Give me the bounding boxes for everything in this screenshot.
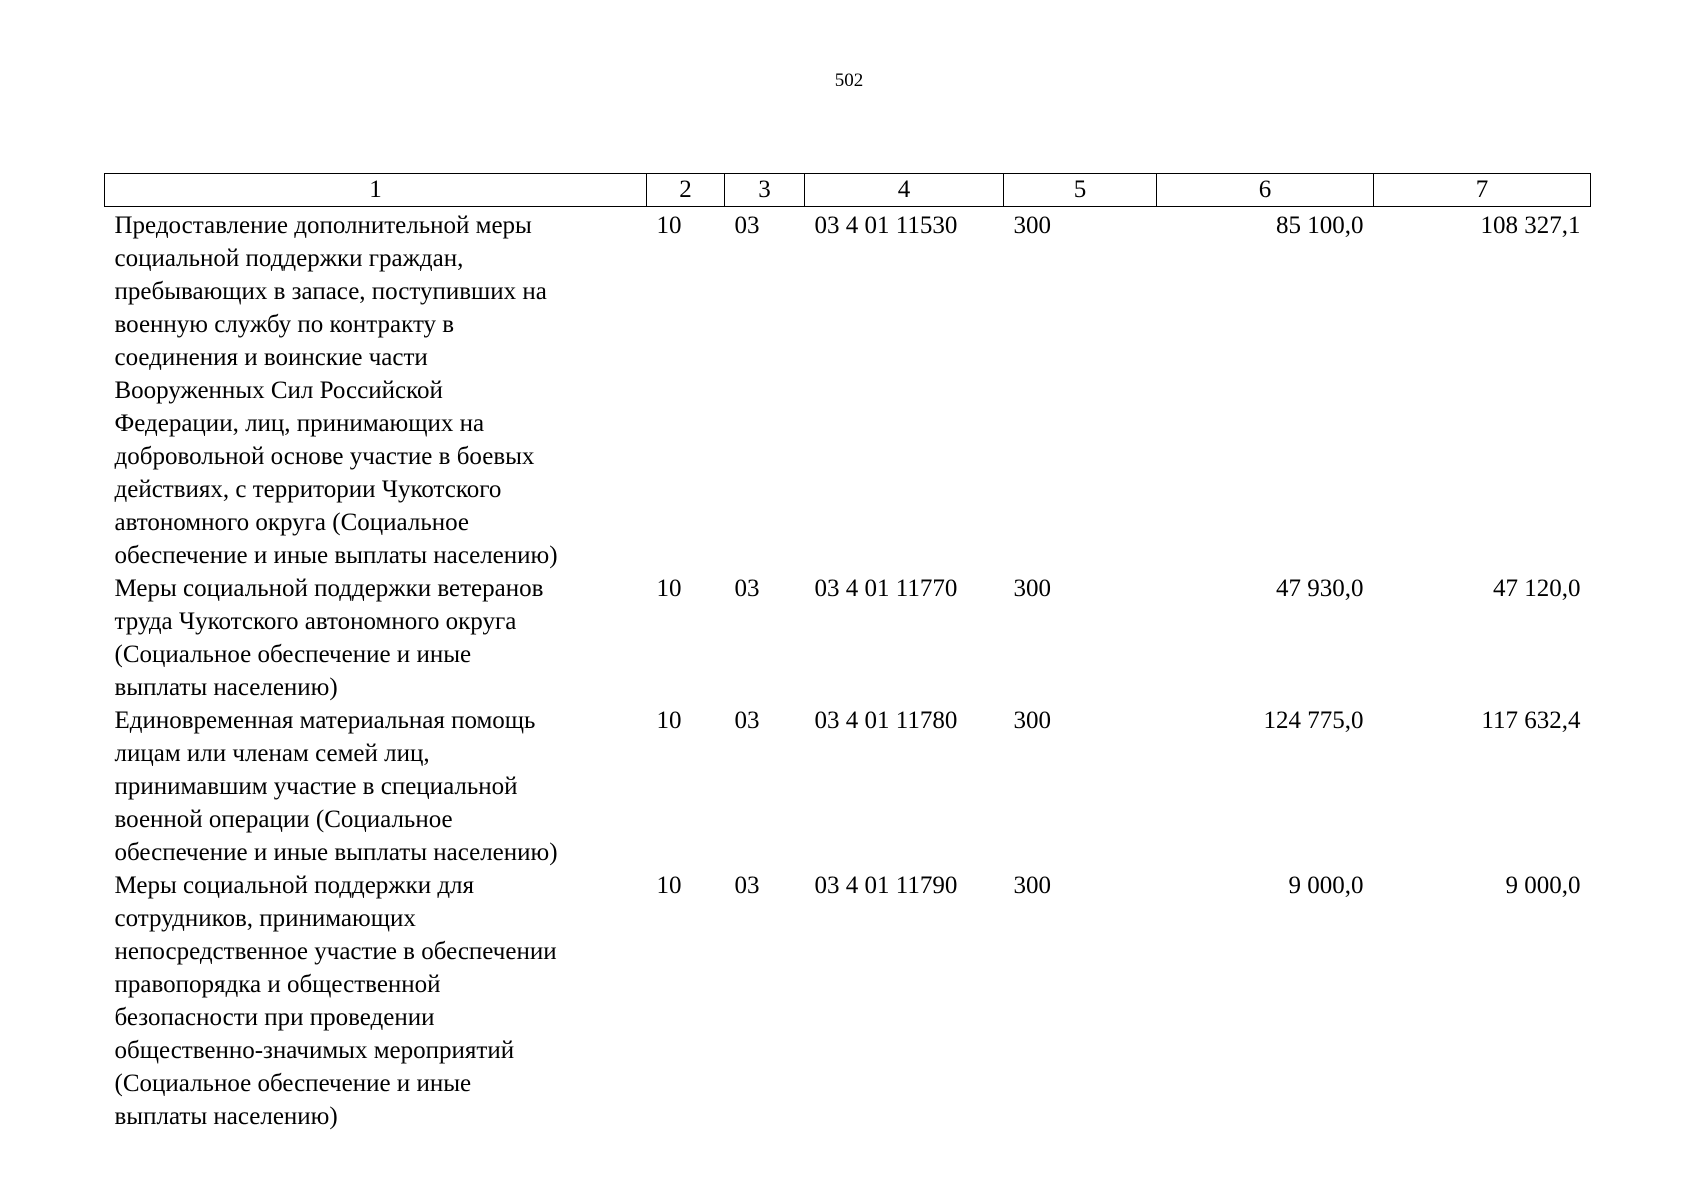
- row-expense-type: 300: [1013, 212, 1051, 239]
- row-amount-1: 85 100,0: [1276, 212, 1364, 239]
- row-amount-2: 9 000,0: [1505, 872, 1581, 899]
- row-name: Меры социальной поддержки для сотрудников, принимающих непосредственное участие в обеспечении правопорядка и общественной безопасности при проведении общественно-значимых мероприятий (Социальное обеспечение и иные выплаты населению): [114, 872, 557, 1130]
- row-target-code: 03 4 01 11790: [814, 872, 958, 899]
- column-header-3: 3: [725, 174, 805, 207]
- column-header-7: 7: [1374, 174, 1591, 207]
- row-expense-type: 300: [1013, 872, 1051, 899]
- row-section: 10: [656, 872, 682, 899]
- row-section: 10: [656, 575, 682, 602]
- row-amount-2: 47 120,0: [1493, 575, 1581, 602]
- row-target-code: 03 4 01 11770: [814, 575, 958, 602]
- column-header-4: 4: [805, 174, 1004, 207]
- column-header-2: 2: [647, 174, 725, 207]
- column-header-6: 6: [1157, 174, 1374, 207]
- table-body: [105, 207, 1591, 1134]
- table-row: [105, 869, 1591, 1133]
- row-amount-2: 117 632,4: [1481, 707, 1581, 734]
- row-subsection: 03: [734, 872, 760, 899]
- header-row: [105, 174, 1591, 207]
- table-row: [105, 572, 1591, 704]
- row-name: Единовременная материальная помощь лицам или членам семей лиц, принимавшим участие в специальной военной операции (Социальное обеспечение и иные выплаты населению): [114, 707, 558, 866]
- row-name: Предоставление дополнительной меры социальной поддержки граждан, пребывающих в запасе, поступивших на военную службу по контракту в соединения и воинские части Вооруженных Сил Российской Федерации, лиц, принимающих на добровольной основе участие в боевых действиях, с территории Чукотского автономного округа (Социальное обеспечение и иные выплаты населению): [114, 212, 558, 569]
- row-expense-type: 300: [1013, 707, 1051, 734]
- table-row: [105, 704, 1591, 869]
- row-name: Меры социальной поддержки ветеранов труда Чукотского автономного округа (Социальное обеспечение и иные выплаты населению): [114, 575, 544, 701]
- row-amount-1: 47 930,0: [1276, 575, 1364, 602]
- row-amount-1: 9 000,0: [1288, 872, 1364, 899]
- row-subsection: 03: [734, 212, 760, 239]
- row-section: 10: [656, 707, 682, 734]
- row-expense-type: 300: [1013, 575, 1051, 602]
- table-row: [105, 207, 1591, 573]
- table-header: [105, 174, 1591, 207]
- column-header-5: 5: [1004, 174, 1157, 207]
- row-amount-2: 108 327,1: [1480, 212, 1581, 239]
- row-amount-1: 124 775,0: [1263, 707, 1364, 734]
- row-subsection: 03: [734, 575, 760, 602]
- budget-table: [104, 173, 1591, 1133]
- row-subsection: 03: [734, 707, 760, 734]
- row-section: 10: [656, 212, 682, 239]
- page-number: 502: [834, 70, 864, 91]
- row-target-code: 03 4 01 11530: [814, 212, 958, 239]
- column-header-1: 1: [105, 174, 647, 207]
- row-target-code: 03 4 01 11780: [814, 707, 958, 734]
